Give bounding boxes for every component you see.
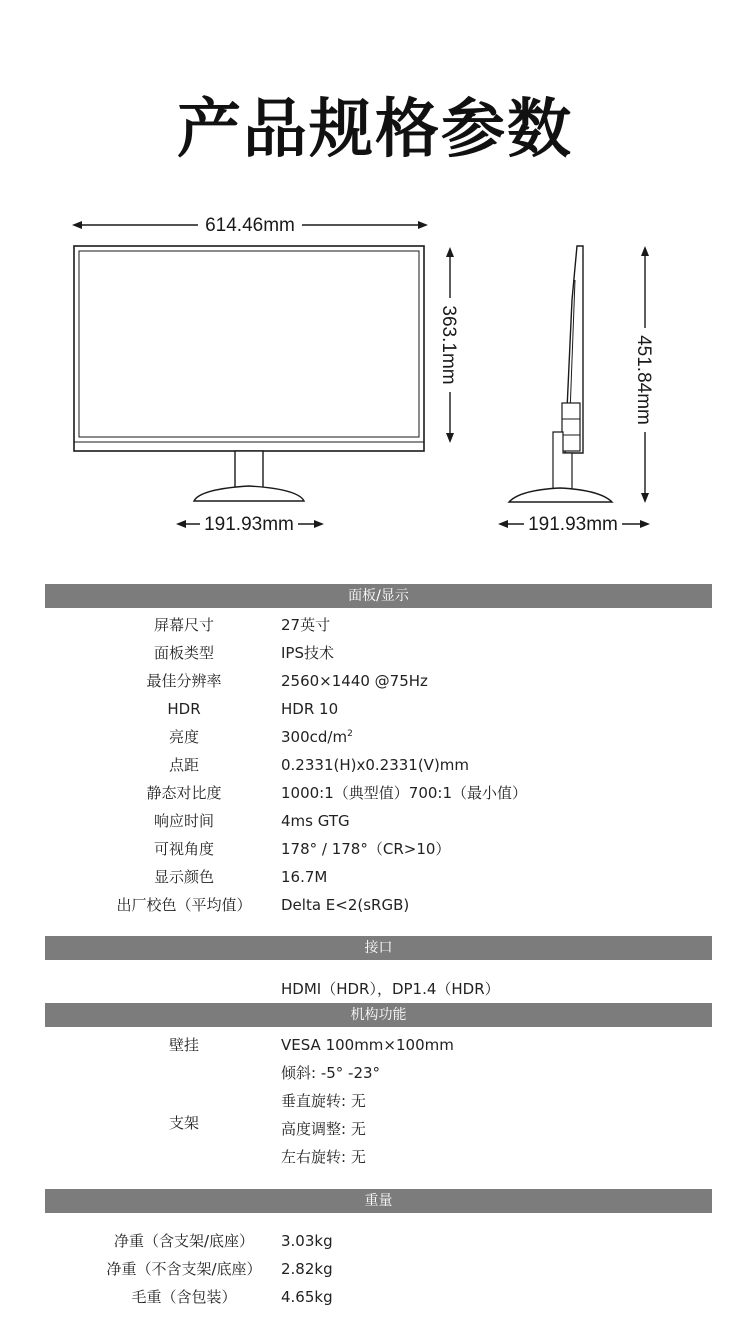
spec-row-panel-type [0, 641, 750, 665]
panel-section-header: 面板/显示 [45, 584, 712, 608]
weight-section-header: 重量 [45, 1189, 712, 1213]
spec-row-net-weight-with-stand [0, 1229, 750, 1253]
front-width-label: 614.46mm [205, 215, 295, 236]
spec-value: 高度调整: 无 [281, 1120, 366, 1138]
monitor-front-view [74, 246, 424, 501]
spec-row-hdr [0, 697, 750, 721]
spec-value: 178° / 178°（CR>10） [281, 840, 451, 858]
spec-row-resolution [0, 669, 750, 693]
spec-value [281, 725, 353, 749]
mechanical-section-header: 机构功能 [45, 1003, 712, 1027]
spec-label: 毛重（含包装） [131, 1288, 237, 1306]
spec-value: Delta E<2(sRGB) [281, 896, 410, 914]
superscript-2: 2 [347, 729, 353, 739]
page-title: 产品规格参数 [177, 93, 573, 167]
spec-label: 净重（含支架/底座） [113, 1232, 255, 1250]
spec-label: 亮度 [168, 728, 199, 746]
spec-value: 2.82kg [281, 1260, 333, 1278]
screen-height-label: 363.1mm [438, 305, 459, 385]
stand-pivot [0, 1089, 750, 1113]
spec-value: 3.03kg [281, 1232, 333, 1250]
stand-swivel [0, 1145, 750, 1169]
spec-row-net-weight-without-stand [0, 1257, 750, 1281]
spec-label: 最佳分辨率 [146, 672, 222, 690]
spec-value: 倾斜: -5° -23° [281, 1064, 381, 1082]
interface-section-header: 接口 [45, 936, 712, 960]
spec-label: 响应时间 [153, 812, 214, 830]
spec-value: 27英寸 [281, 616, 331, 634]
spec-label: 出厂校色（平均值） [116, 896, 252, 914]
spec-row-colors [0, 865, 750, 889]
spec-value: 垂直旋转: 无 [281, 1092, 366, 1110]
spec-label: 可视角度 [153, 840, 214, 858]
brightness-value: 300cd/m [281, 728, 348, 746]
spec-value: 4ms GTG [281, 812, 350, 830]
spec-value: VESA 100mm×100mm [281, 1036, 454, 1054]
spec-row-pixel-pitch [0, 753, 750, 777]
side-base-label: 191.93mm [528, 514, 618, 535]
spec-value: HDMI（HDR），DP1.4（HDR） [281, 980, 500, 998]
spec-value: 左右旋转: 无 [281, 1148, 366, 1166]
spec-row-viewing-angle [0, 837, 750, 861]
spec-value: HDR 10 [281, 700, 339, 718]
spec-label: 屏幕尺寸 [153, 616, 214, 634]
spec-label: 支架 [168, 1114, 199, 1132]
spec-value: 2560×1440 @75Hz [281, 672, 428, 690]
spec-row-response-time [0, 809, 750, 833]
stand-tilt [0, 1061, 750, 1085]
spec-row-screen-size [0, 613, 750, 637]
spec-row-brightness [0, 725, 750, 749]
stand-height [0, 1117, 750, 1141]
spec-label: 显示颜色 [153, 868, 214, 886]
spec-label: 净重（不含支架/底座） [106, 1260, 262, 1278]
total-height-label: 451.84mm [633, 335, 654, 425]
spec-label: 点距 [168, 756, 199, 774]
spec-label: HDR [167, 700, 201, 718]
spec-row-calibration [0, 893, 750, 917]
dimension-diagram [0, 200, 750, 545]
spec-row-gross-weight [0, 1285, 750, 1309]
spec-label: 壁挂 [168, 1036, 199, 1054]
spec-value: 16.7M [281, 868, 328, 886]
spec-value: 0.2331(H)x0.2331(V)mm [281, 756, 470, 774]
spec-row-interface [0, 977, 750, 1001]
spec-row-contrast [0, 781, 750, 805]
spec-row-wall-mount [0, 1033, 750, 1057]
spec-value: IPS技术 [281, 644, 334, 662]
spec-label: 面板类型 [153, 644, 214, 662]
spec-value: 1000:1（典型值）700:1（最小值） [281, 784, 527, 802]
spec-value: 4.65kg [281, 1288, 333, 1306]
monitor-side-view [509, 246, 612, 502]
front-base-label: 191.93mm [204, 514, 294, 535]
spec-label: 静态对比度 [146, 784, 222, 802]
